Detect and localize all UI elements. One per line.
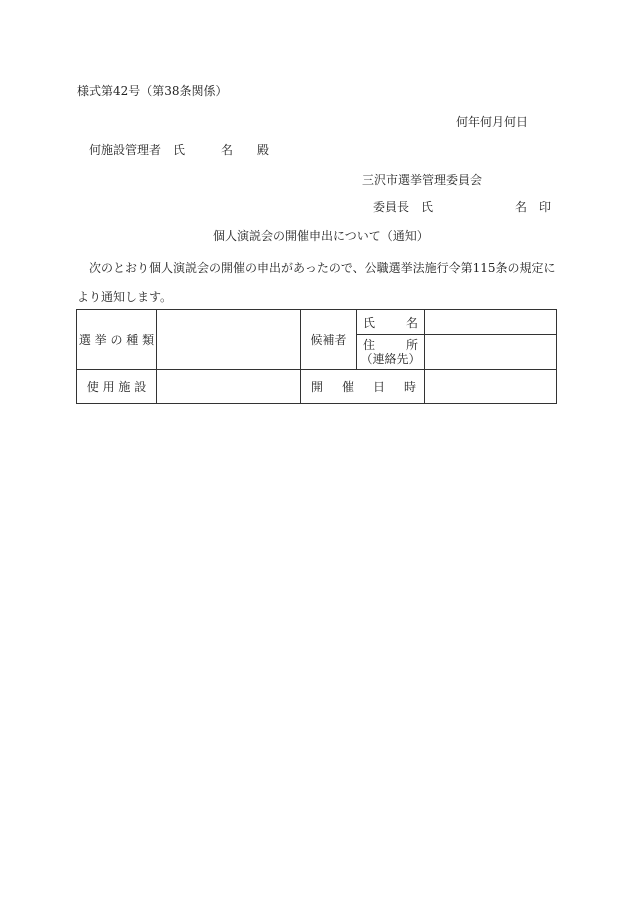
form-number: 様式第42号（第38条関係） [77, 84, 228, 98]
contact-label: （連絡先） [360, 352, 421, 366]
candidate-label-cell [301, 310, 357, 370]
candidate-label: 候補者 [310, 333, 347, 347]
name-label-a: 氏 [363, 315, 376, 330]
datetime-label-char-2: 催 [341, 380, 354, 394]
election-type-value-cell [157, 310, 301, 370]
candidate-address-value-cell [425, 335, 557, 370]
address-label-cell [357, 335, 425, 370]
datetime-label-char-1: 開 [311, 380, 324, 394]
notice-table [76, 309, 557, 404]
chair-label: 委員長 氏 [373, 200, 434, 214]
addressee-line [89, 143, 269, 157]
address-label-b: 所 [405, 338, 418, 352]
datetime-label-cell [301, 370, 425, 404]
name-label-cell [357, 310, 425, 335]
body-paragraph: 次のとおり個人演説会の開催の申出があったので、公職選挙法施行令第115条の規定により通知します。 [77, 261, 556, 304]
datetime-label-char-3: 日 [372, 380, 385, 394]
document-subject: 個人演説会の開催申出について（通知） [213, 229, 429, 243]
addressee-title: 氏 名 殿 [173, 143, 270, 157]
chair-name-seal: 名 印 [515, 200, 552, 214]
election-type-label: 選 挙 の 種 類 [78, 333, 155, 347]
facility-label-cell [77, 370, 157, 404]
sender-organization: 三沢市選挙管理委員会 [362, 173, 483, 187]
name-label-b: 名 [405, 315, 418, 330]
address-label-a: 住 [363, 338, 376, 352]
addressee-prefix: 何施設管理者 [89, 143, 162, 157]
date-placeholder: 何年何月何日 [456, 115, 529, 129]
datetime-value-cell [425, 370, 557, 404]
facility-label: 使 用 施 設 [86, 380, 147, 394]
election-type-label-cell [77, 310, 157, 370]
candidate-name-value-cell [425, 310, 557, 335]
facility-value-cell [157, 370, 301, 404]
datetime-label-char-4: 時 [403, 380, 416, 394]
sender-chair-line [373, 200, 551, 214]
